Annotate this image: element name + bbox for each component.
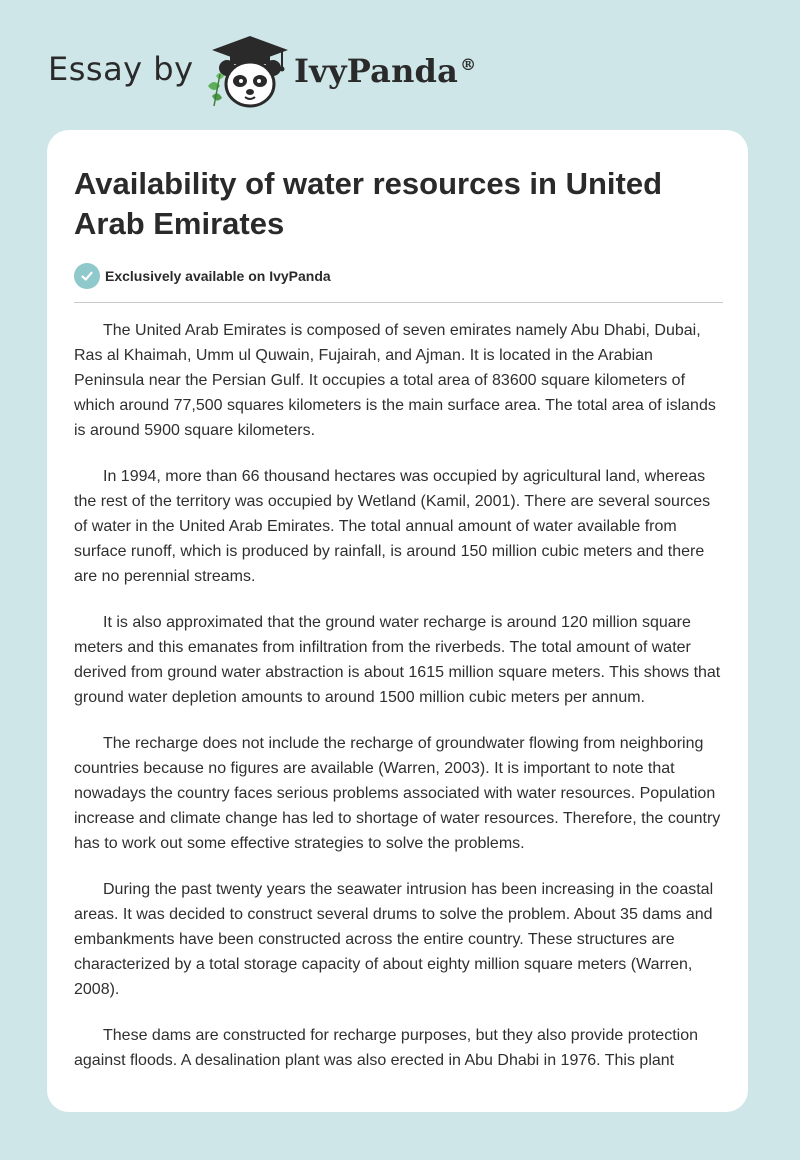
- article-body: [74, 318, 724, 1094]
- check-icon: [74, 263, 100, 289]
- site-header: [0, 0, 800, 120]
- panda-logo-icon[interactable]: [200, 34, 292, 110]
- exclusive-badge-label: Exclusively available on IvyPanda: [105, 268, 331, 284]
- divider: [74, 302, 723, 303]
- essay-by-label: Essay by: [48, 50, 194, 88]
- article-title: Availability of water resources in United Arab Emirates: [74, 166, 663, 241]
- paragraph: In 1994, more than 66 thousand hectares was occupied by agricultural land, whereas the rest of the territory was occupied by Wetland (Kamil, 2001). There are several sources of water in the United Arab Emirates. The total annual amount of water available from surface runoff, which is produced by rainfall, is around 150 million cubic meters and there are no perennial streams.: [74, 468, 711, 585]
- paragraph: During the past twenty years the seawater intrusion has been increasing in the coastal areas. It was decided to construct several drums to solve the problem. About 35 dams and embankments have been constructed across the entire country. These structures are characterized by a total storage capacity of about eighty million square meters (Warren, 2008).: [74, 881, 714, 998]
- paragraph: The recharge does not include the recharge of groundwater flowing from neighboring countries because no figures are available (Warren, 2003). It is important to note that nowadays the country faces serious problems associated with water resources. Population increase and climate change has led to shortage of water resources. Therefore, the country has to work out some effective strategies to solve the problems.: [74, 735, 721, 852]
- registered-mark: ®: [460, 55, 477, 75]
- paragraph: The United Arab Emirates is composed of seven emirates namely Abu Dhabi, Dubai, Ras al Khaimah, Umm ul Quwain, Fujairah, and Ajman. It is located in the Arabian Peninsula near the Persian Gulf. It occupies a total area of 83600 square kilometers of which around 77,500 squares kilometers is the main surface area. The total area of islands is around 5900 square kilometers.: [74, 322, 716, 439]
- paragraph: It is also approximated that the ground water recharge is around 120 million square meters and this emanates from infiltration from the riverbeds. The total amount of water derived from ground water abstraction is about 1615 million square meters. This shows that ground water depletion amounts to around 1500 million cubic meters per annum.: [74, 614, 721, 706]
- paragraph: These dams are constructed for recharge purposes, but they also provide protection against floods. A desalination plant was also erected in Abu Dhabi in 1976. This plant: [74, 1027, 698, 1069]
- article-card: [47, 130, 748, 1112]
- exclusive-badge: [74, 263, 331, 289]
- brand-name[interactable]: IvyPanda ®: [294, 52, 477, 90]
